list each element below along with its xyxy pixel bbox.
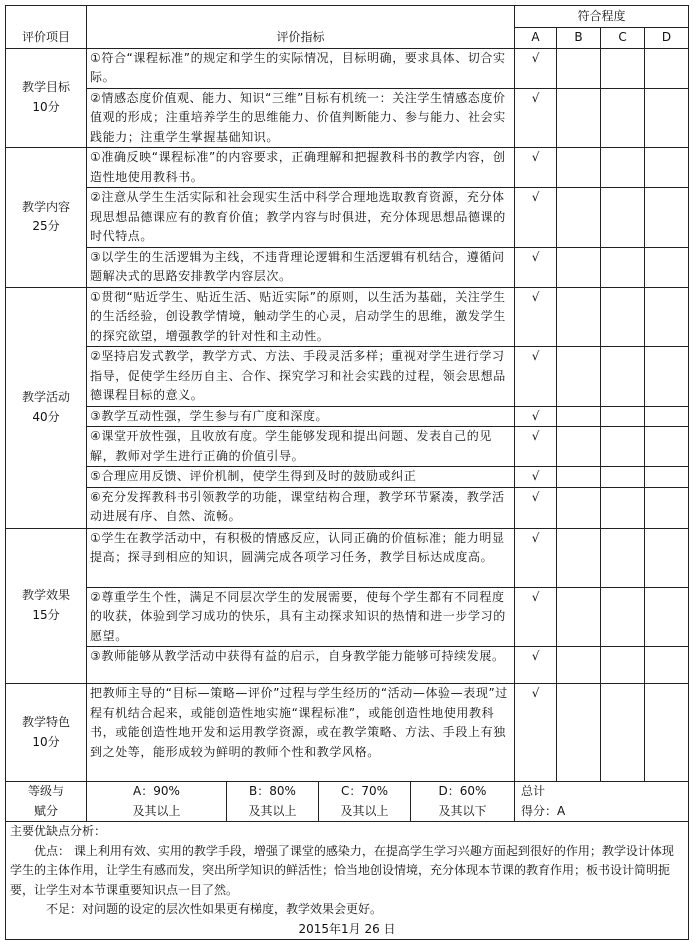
analysis-title: 主要优缺点分析： — [10, 824, 107, 838]
rating-cell-b[interactable] — [557, 88, 601, 148]
rating-cell-a[interactable] — [515, 48, 557, 88]
category-cell — [6, 684, 87, 782]
rating-cell-a[interactable] — [515, 427, 557, 467]
rating-cell-b[interactable] — [557, 188, 601, 248]
indicator-text: ②情感态度价值观、能力、知识“三维”目标有机统一：关注学生情感态度价值观的形成；注重培养学生的思维能力、价值判断能力、参与能力、社会实践能力；注重学生掌握基础知识。 — [87, 88, 515, 148]
check-mark-icon: √ — [531, 489, 540, 504]
total-label: 总计 — [521, 784, 546, 798]
indicator-text: 把教师主导的“目标—策略—评价”过程与学生经历的“活动—体验—表现”过程有机结合起来，或能创造性地实施“课程标准”，或能创造性地使用教科书，或能创造性地开发和运用教学资源，或在教学策略、方法、手段上有独到之处等，能形成较为鲜明的教师个性和教学风格。 — [87, 684, 515, 782]
evaluation-table — [5, 5, 689, 940]
check-mark-icon: √ — [531, 289, 540, 304]
grade-threshold: A：90% — [133, 784, 180, 798]
table-row — [6, 487, 689, 528]
rating-cell-b[interactable] — [557, 48, 601, 88]
table-row — [6, 467, 689, 488]
rating-cell-d[interactable] — [645, 347, 689, 407]
rating-cell-d[interactable] — [645, 487, 689, 528]
rating-cell-c[interactable] — [601, 148, 645, 188]
grade-threshold: B：80% — [249, 784, 296, 798]
total-score — [515, 782, 689, 822]
check-mark-icon: √ — [531, 408, 540, 423]
category-cell — [6, 528, 87, 684]
grade-level — [227, 782, 319, 822]
rating-cell-d[interactable] — [645, 247, 689, 287]
rating-cell-a[interactable] — [515, 188, 557, 248]
indicator-text: ①准确反映“课程标准”的内容要求，正确理解和把握教科书的教学内容，创造性地使用教科书。 — [87, 148, 515, 188]
grading-label-line1: 等级与 — [27, 784, 64, 798]
indicator-text: ①学生在教学活动中，有积极的情感反应，认同正确的价值标准；能力明显提高；探寻到相应的知识，圆满完成各项学习任务，教学目标达成度高。 — [87, 528, 515, 587]
check-mark-icon: √ — [531, 649, 540, 663]
rating-cell-a[interactable] — [515, 148, 557, 188]
rating-cell-b[interactable] — [557, 247, 601, 287]
rating-cell-d[interactable] — [645, 684, 689, 782]
rating-cell-c[interactable] — [601, 528, 645, 587]
grade-qualifier: 及其以上 — [340, 803, 389, 818]
table-row — [6, 88, 689, 148]
table-row — [6, 48, 689, 88]
grade-threshold: C：70% — [340, 784, 389, 798]
rating-cell-a[interactable] — [515, 88, 557, 148]
rating-cell-d[interactable] — [645, 427, 689, 467]
rating-cell-b[interactable] — [557, 406, 601, 427]
indicator-text: ①符合“课程标准”的规定和学生的实际情况，目标明确，要求具体、切合实际。 — [87, 48, 515, 88]
check-mark-icon: √ — [531, 150, 540, 164]
rating-cell-c[interactable] — [601, 684, 645, 782]
grading-row — [6, 782, 689, 822]
category-name: 教学特色 — [21, 715, 70, 729]
rating-cell-d[interactable] — [645, 528, 689, 587]
indicator-text: ②坚持启发式教学，教学方式、方法、手段灵活多样；重视对学生进行学习指导，促使学生经历自主、合作、探究学习和社会实践的过程，领会思想品德课程目标的意义。 — [87, 347, 515, 407]
rating-cell-a[interactable] — [515, 587, 557, 647]
category-score: 40分 — [32, 409, 60, 424]
rating-cell-d[interactable] — [645, 587, 689, 647]
rating-cell-b[interactable] — [557, 487, 601, 528]
rating-cell-a[interactable] — [515, 487, 557, 528]
check-mark-icon: √ — [531, 686, 540, 700]
check-mark-icon: √ — [531, 589, 540, 604]
rating-cell-d[interactable] — [645, 88, 689, 148]
check-mark-icon: √ — [531, 349, 540, 363]
table-row — [6, 528, 689, 587]
rating-cell-d[interactable] — [645, 48, 689, 88]
rating-cell-b[interactable] — [557, 287, 601, 347]
indicator-text: ②注意从学生生活实际和社会现实生活中科学合理地选取教育资源，充分体现思想品德课应有的教育价值；教学内容与时俱进，充分体现思想品德课的时代特点。 — [87, 188, 515, 248]
header-indicator: 评价指标 — [87, 6, 515, 49]
header-level-c: C — [601, 28, 645, 49]
rating-cell-d[interactable] — [645, 148, 689, 188]
rating-cell-b[interactable] — [557, 684, 601, 782]
rating-cell-a[interactable] — [515, 406, 557, 427]
category-score: 10分 — [32, 734, 60, 749]
rating-cell-a[interactable] — [515, 467, 557, 488]
table-row — [6, 406, 689, 427]
analysis-weaknesses: 不足：对问题的设定的层次性如果更有梯度，教学效果会更好。 — [46, 902, 383, 916]
check-mark-icon: √ — [531, 469, 540, 483]
category-cell — [6, 287, 87, 528]
header-level-b: B — [557, 28, 601, 49]
rating-cell-c[interactable] — [601, 427, 645, 467]
category-name: 教学活动 — [21, 390, 70, 404]
indicator-text: ③教学互动性强，学生参与有广度和深度。 — [87, 406, 515, 427]
check-mark-icon: √ — [531, 249, 540, 264]
category-name: 教学目标 — [21, 80, 70, 95]
rating-cell-c[interactable] — [601, 347, 645, 407]
rating-cell-b[interactable] — [557, 427, 601, 467]
category-cell — [6, 148, 87, 288]
analysis-date: 2015年1月 26 日 — [298, 921, 396, 936]
table-row — [6, 188, 689, 248]
rating-cell-a[interactable] — [515, 647, 557, 684]
grade-level — [411, 782, 515, 822]
rating-cell-a[interactable] — [515, 247, 557, 287]
rating-cell-b[interactable] — [557, 467, 601, 488]
category-score: 25分 — [32, 219, 60, 234]
rating-cell-a[interactable] — [515, 287, 557, 347]
rating-cell-c[interactable] — [601, 48, 645, 88]
rating-cell-b[interactable] — [557, 528, 601, 587]
rating-cell-c[interactable] — [601, 587, 645, 647]
check-mark-icon: √ — [531, 90, 540, 105]
rating-cell-c[interactable] — [601, 406, 645, 427]
grading-label — [6, 782, 87, 822]
rating-cell-c[interactable] — [601, 188, 645, 248]
header-level-d: D — [645, 28, 689, 49]
check-mark-icon: √ — [531, 429, 540, 443]
grade-level — [87, 782, 227, 822]
indicator-text: ②尊重学生个性，满足不同层次学生的发展需要，使每个学生都有不同程度的收获，体验到学习成功的快乐，具有主动探求知识的热情和进一步学习的愿望。 — [87, 587, 515, 647]
indicator-text: ③教师能够从教学活动中获得有益的启示，自身教学能力能够可持续发展。 — [87, 647, 515, 684]
table-row — [6, 148, 689, 188]
table-row — [6, 347, 689, 407]
rating-cell-d[interactable] — [645, 287, 689, 347]
category-name: 教学内容 — [21, 199, 70, 214]
rating-cell-c[interactable] — [601, 247, 645, 287]
rating-cell-d[interactable] — [645, 647, 689, 684]
indicator-text: ⑤合理应用反馈、评价机制，使学生得到及时的鼓励或纠正 — [87, 467, 515, 488]
grading-label-line2: 赋分 — [33, 803, 58, 818]
category-score: 15分 — [32, 607, 60, 622]
rating-cell-d[interactable] — [645, 406, 689, 427]
table-row — [6, 427, 689, 467]
rating-cell-c[interactable] — [601, 487, 645, 528]
grade-qualifier: 及其以上 — [248, 803, 297, 818]
category-score: 10分 — [32, 99, 60, 114]
rating-cell-d[interactable] — [645, 188, 689, 248]
header-item: 评价项目 — [6, 6, 87, 49]
table-row — [6, 247, 689, 287]
header-degree: 符合程度 — [515, 6, 689, 28]
total-value: 得分：A — [521, 803, 566, 818]
rating-cell-c[interactable] — [601, 287, 645, 347]
rating-cell-c[interactable] — [601, 467, 645, 488]
check-mark-icon: √ — [531, 50, 540, 65]
rating-cell-a[interactable] — [515, 684, 557, 782]
table-row — [6, 587, 689, 647]
header-level-a: A — [515, 28, 557, 49]
rating-cell-b[interactable] — [557, 647, 601, 684]
table-row — [6, 287, 689, 347]
rating-cell-b[interactable] — [557, 148, 601, 188]
grade-qualifier: 及其以上 — [132, 803, 181, 818]
rating-cell-b[interactable] — [557, 587, 601, 647]
check-mark-icon: √ — [531, 530, 540, 545]
rating-cell-c[interactable] — [601, 88, 645, 148]
indicator-text: ④课堂开放性强，且收放有度。学生能够发现和提出问题、发表自己的见解，教师对学生进行正确的价值引导。 — [87, 427, 515, 467]
table-row — [6, 684, 689, 782]
grade-qualifier: 及其以下 — [438, 803, 487, 818]
category-name: 教学效果 — [21, 588, 70, 603]
indicator-text: ①贯彻“贴近学生、贴近生活、贴近实际”的原则，以生活为基础，关注学生的生活经验，创设教学情境，触动学生的心灵，启动学生的思维，激发学生的探究欲望，增强教学的针对性和主动性。 — [87, 287, 515, 347]
rating-cell-a[interactable] — [515, 528, 557, 587]
check-mark-icon: √ — [531, 190, 540, 204]
rating-cell-b[interactable] — [557, 347, 601, 407]
category-cell — [6, 48, 87, 148]
indicator-text: ⑥充分发挥教科书引领教学的功能，课堂结构合理，教学环节紧凑，教学活动进展有序、自然、流畅。 — [87, 487, 515, 528]
rating-cell-d[interactable] — [645, 467, 689, 488]
analysis-strengths: 优点： 课上利用有效、实用的教学手段，增强了课堂的感染力，在提高学生学习兴趣方面起到很好的作用；教学设计体现学生的主体作用，让学生有感而发，突出所学知识的鲜活性；恰当地创设情境，充分体现本节课的教育作用；板书设计简明扼要，让学生对本节课重要知识点一目了然。 — [10, 843, 674, 897]
analysis-section — [6, 822, 689, 940]
indicator-text: ③以学生的生活逻辑为主线，不违背理论逻辑和生活逻辑有机结合，遵循问题解决式的思路安排教学内容层次。 — [87, 247, 515, 287]
rating-cell-c[interactable] — [601, 647, 645, 684]
rating-cell-a[interactable] — [515, 347, 557, 407]
grade-level — [319, 782, 411, 822]
grade-threshold: D：60% — [438, 784, 487, 798]
table-row — [6, 647, 689, 684]
